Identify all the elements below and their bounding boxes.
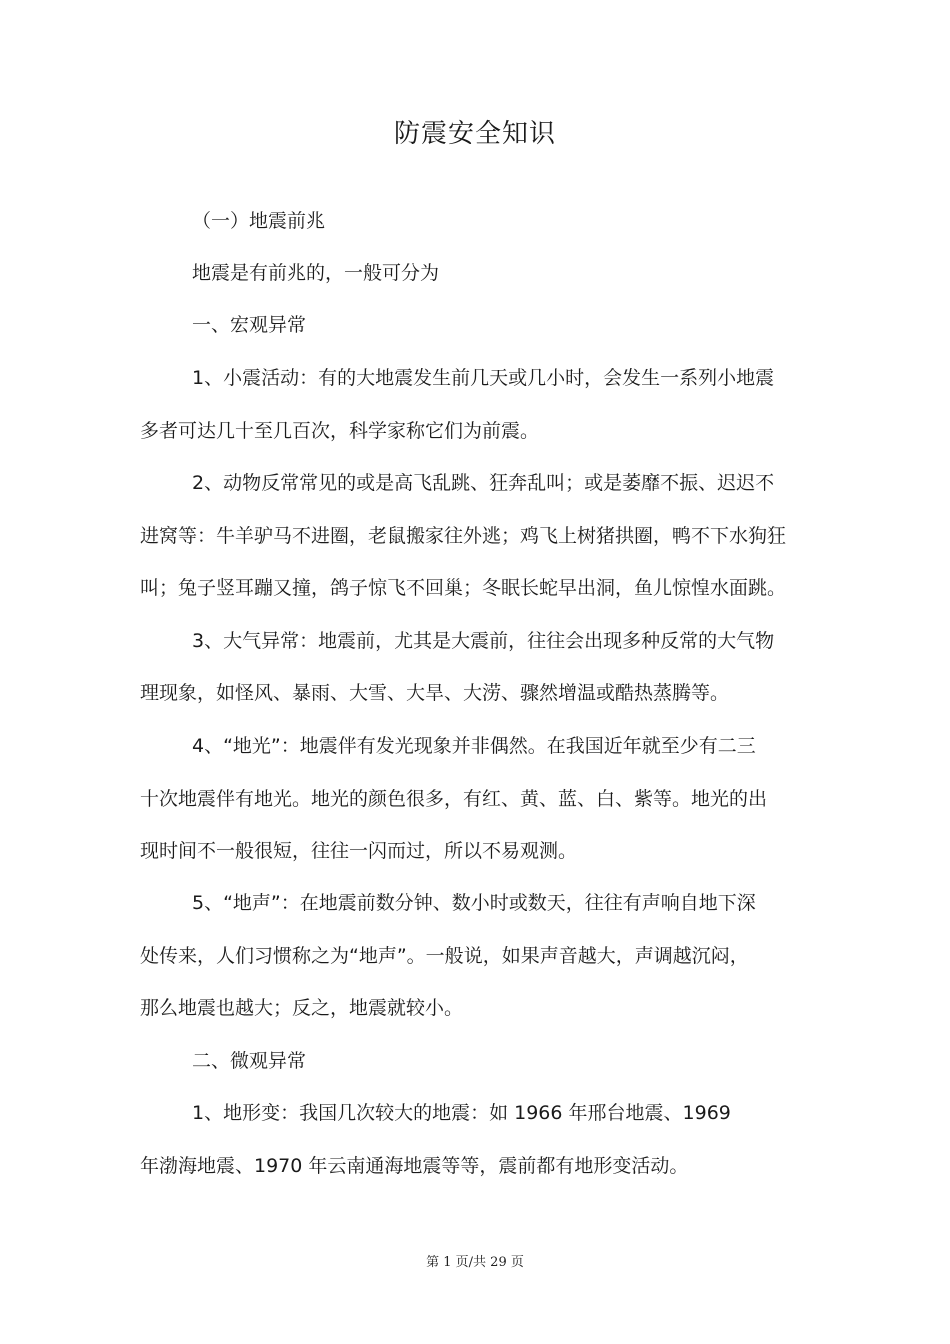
- paragraph-line: 1、地形变：我国几次较大的地震：如 1966 年邢台地震、1969: [192, 1102, 731, 1124]
- paragraph-line: 地震是有前兆的，一般可分为: [192, 262, 440, 284]
- paragraph-line: 叫；兔子竖耳蹦又撞，鸽子惊飞不回巢；冬眠长蛇早出洞，鱼儿惊惶水面跳。: [140, 577, 787, 599]
- paragraph-line: 4、“地光”：地震伴有发光现象并非偶然。在我国近年就至少有二三: [192, 735, 756, 757]
- paragraph-line: 进窝等：牛羊驴马不进圈，老鼠搬家往外逃；鸡飞上树猪拱圈，鸭不下水狗狂: [140, 525, 787, 547]
- paragraph-line: 现时间不一般很短，往往一闪而过，所以不易观测。: [140, 840, 578, 862]
- section-heading-earthquake-precursors: （一）地震前兆: [192, 210, 326, 232]
- paragraph-line: 5、“地声”：在地震前数分钟、数小时或数天，往往有声响自地下深: [192, 892, 756, 914]
- section-heading-micro-anomalies: 二、微观异常: [192, 1050, 307, 1072]
- paragraph-line: 处传来，人们习惯称之为“地声”。一般说，如果声音越大，声调越沉闷，: [140, 945, 749, 967]
- paragraph-line: 3、大气异常：地震前，尤其是大震前，往往会出现多种反常的大气物: [192, 630, 775, 652]
- section-heading-macro-anomalies: 一、宏观异常: [192, 314, 307, 336]
- paragraph-line: 理现象，如怪风、暴雨、大雪、大旱、大涝、骤然增温或酷热蒸腾等。: [140, 682, 730, 704]
- paragraph-line: 年渤海地震、1970 年云南通海地震等等，震前都有地形变活动。: [140, 1155, 689, 1177]
- paragraph-line: 多者可达几十至几百次，科学家称它们为前震。: [140, 420, 540, 442]
- paragraph-line: 2、动物反常常见的或是高飞乱跳、狂奔乱叫；或是萎靡不振、迟迟不: [192, 472, 775, 494]
- page-number-footer: 第 1 页/共 29 页: [426, 1255, 524, 1270]
- paragraph-line: 1、小震活动：有的大地震发生前几天或几小时，会发生一系列小地震: [192, 367, 775, 389]
- document-title: 防震安全知识: [393, 119, 556, 149]
- paragraph-line: 那么地震也越大；反之，地震就较小。: [140, 997, 464, 1019]
- paragraph-line: 十次地震伴有地光。地光的颜色很多，有红、黄、蓝、白、紫等。地光的出: [140, 788, 768, 810]
